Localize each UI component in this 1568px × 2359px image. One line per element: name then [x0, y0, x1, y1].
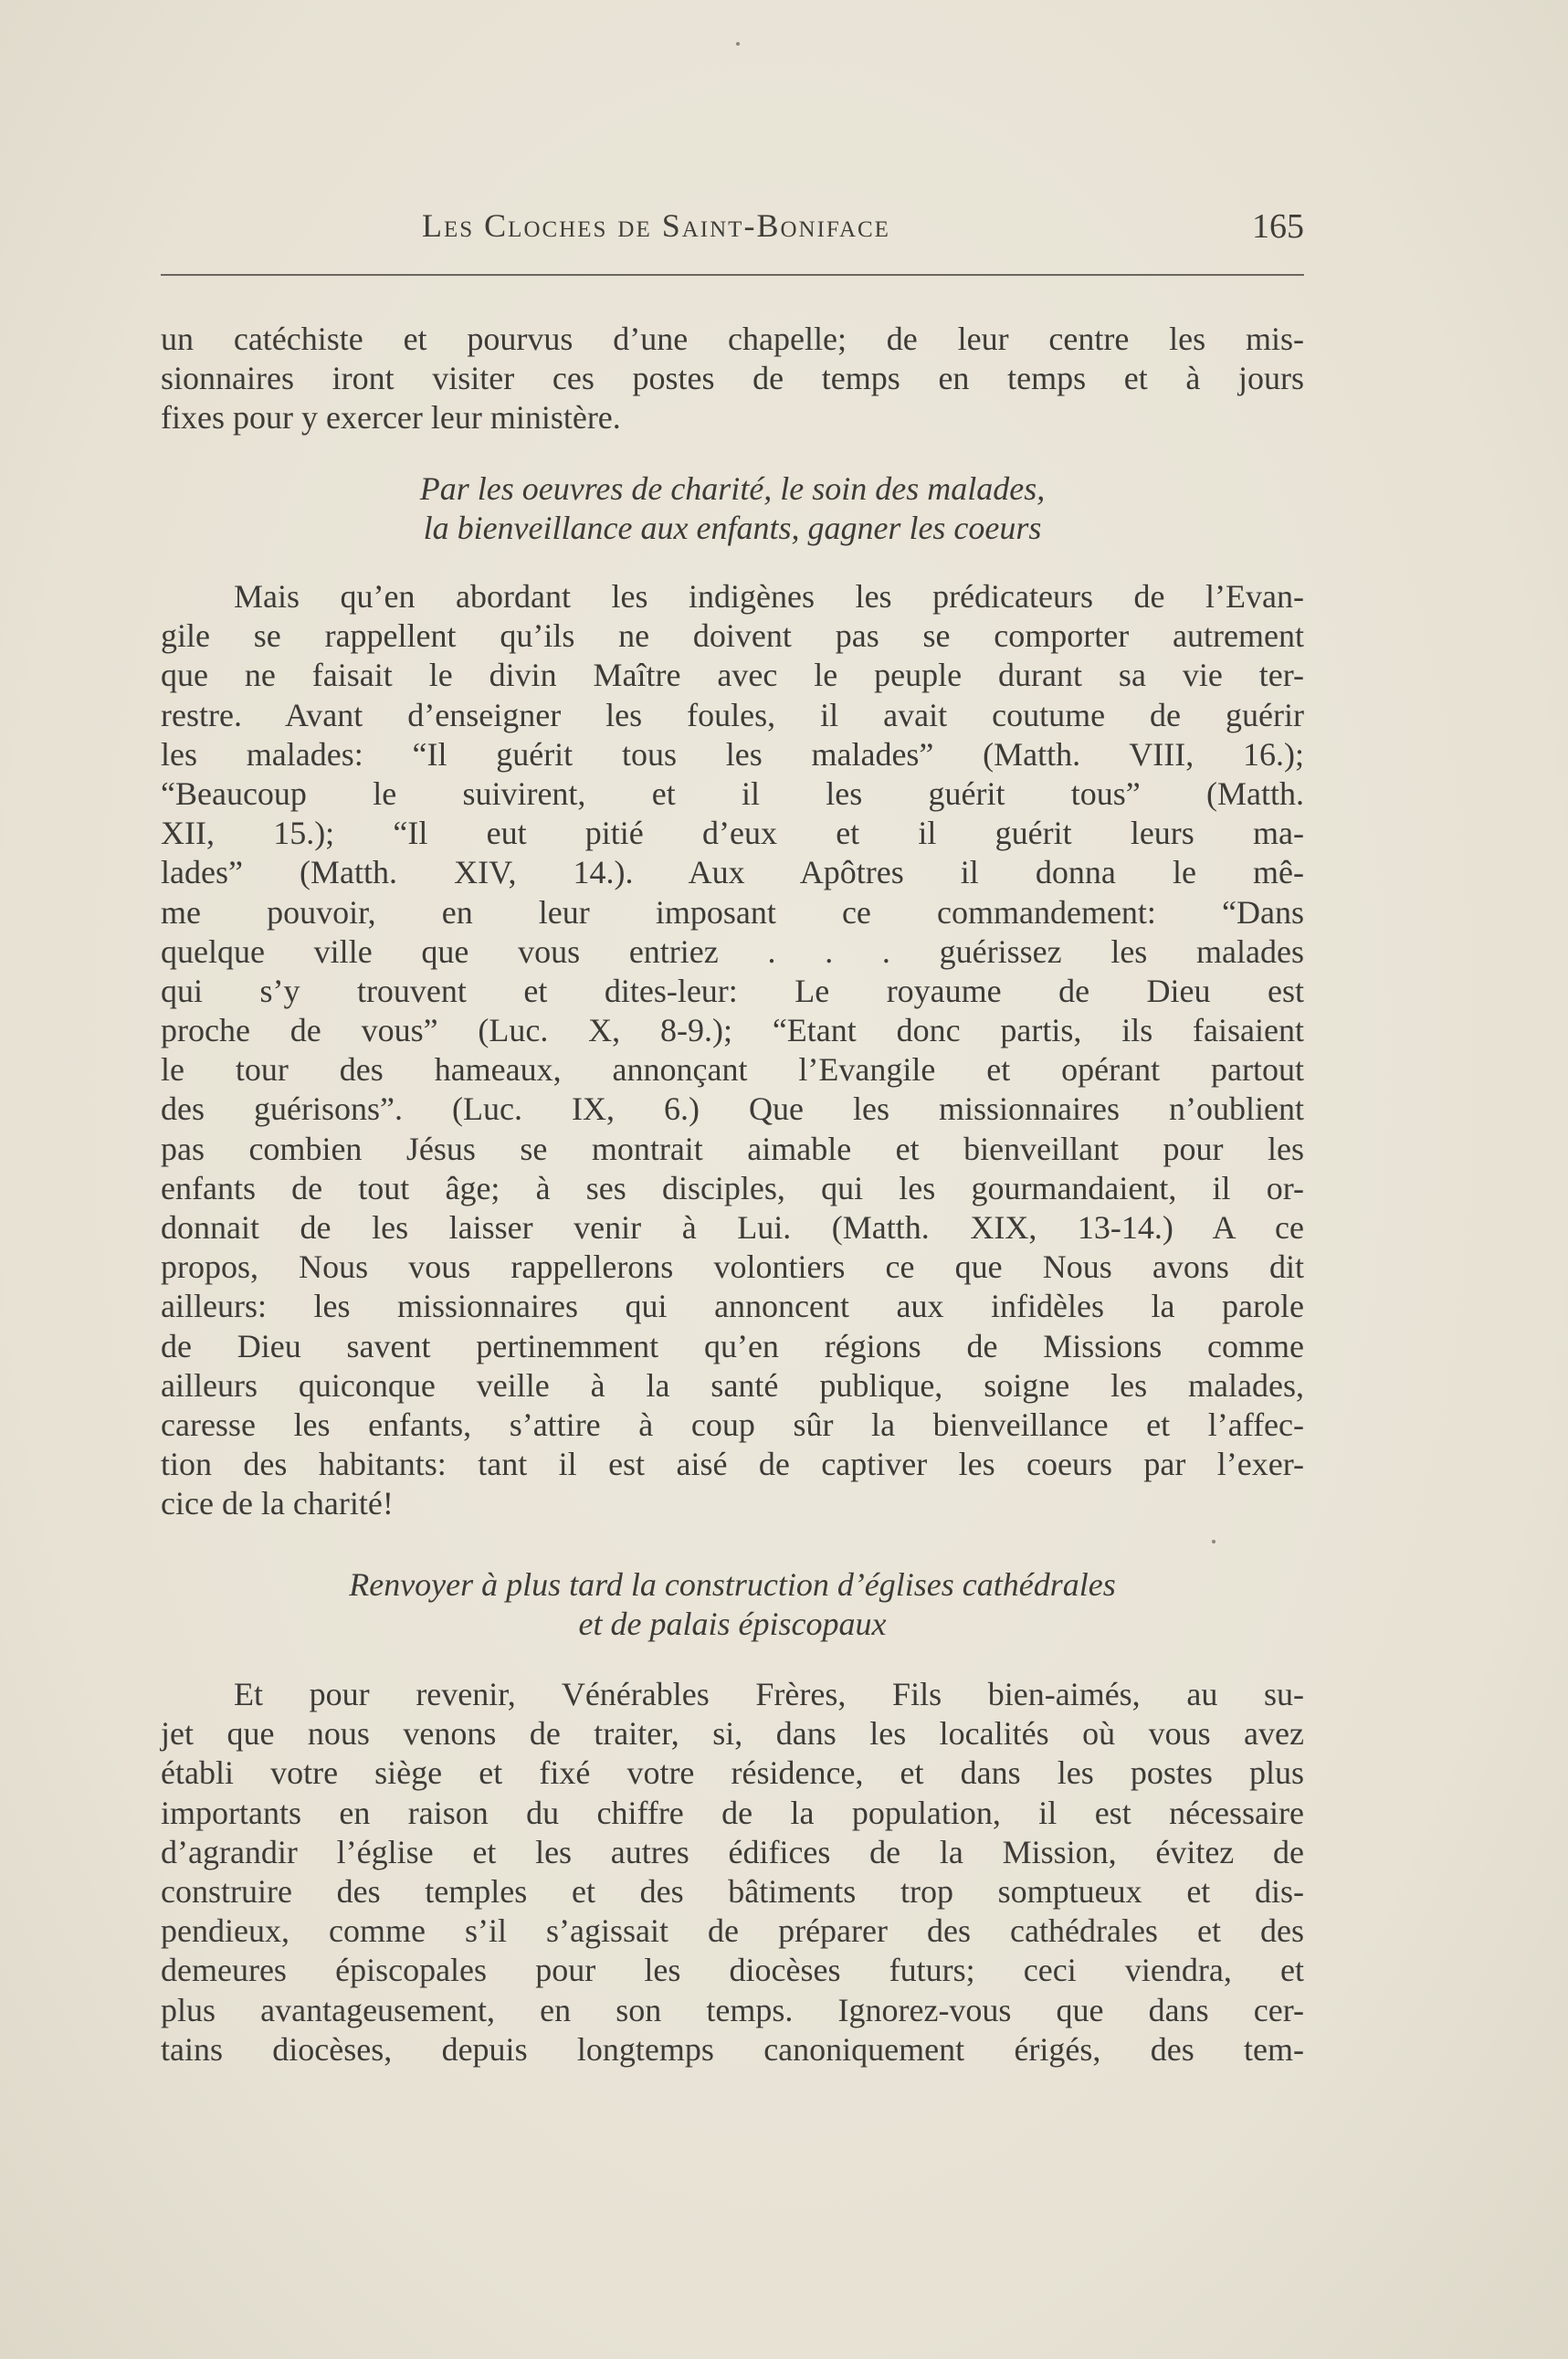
text-line: établi votre siège et fixé votre résidence, et dans les postes plus — [161, 1754, 1304, 1792]
text-line: ailleurs: les missionnaires qui annoncent aux infidèles la parole — [161, 1288, 1304, 1325]
text-line: cice de la charité! — [161, 1485, 394, 1522]
text-line: enfants de tout âge; à ses disciples, qui les gourmandaient, il or- — [161, 1169, 1304, 1206]
text-line: restre. Avant d’enseigner les foules, il avait coutume de guérir — [161, 696, 1304, 733]
speck-mark — [1212, 1540, 1215, 1543]
page-number: 165 — [1252, 207, 1304, 246]
text-line: pendieux, comme s’il s’agissait de préparer des cathédrales et des — [161, 1912, 1304, 1950]
paragraph-1 — [161, 320, 1304, 438]
page-header — [161, 206, 1304, 252]
heading-line: Par les oeuvres de charité, le soin des malades, — [419, 470, 1046, 507]
text-line: de Dieu savent pertinemment qu’en régions de Missions comme — [161, 1327, 1304, 1364]
text-line: jet que nous venons de traiter, si, dans les localités où vous avez — [161, 1715, 1304, 1753]
text-line: construire des temples et des bâtiments trop somptueux et dis- — [161, 1872, 1304, 1910]
text-line: me pouvoir, en leur imposant ce commandement: “Dans — [161, 893, 1304, 931]
text-line: demeures épiscopales pour les diocèses futurs; ceci viendra, et — [161, 1952, 1304, 1989]
text-line: XII, 15.); “Il eut pitié d’eux et il guérit leurs ma- — [161, 815, 1304, 852]
text-line: que ne faisait le divin Maître avec le peuple durant sa vie ter- — [161, 657, 1304, 694]
heading-line: Renvoyer à plus tard la construction d’églises cathédrales — [349, 1566, 1116, 1603]
text-line: le tour des hameaux, annonçant l’Evangile et opérant partout — [161, 1051, 1304, 1089]
text-line: Et pour revenir, Vénérables Frères, Fils bien-aimés, au su- — [234, 1676, 1304, 1712]
text-line: donnait de les laisser venir à Lui. (Matth. XIX, 13-14.) A ce — [161, 1209, 1304, 1246]
section-heading-1 — [161, 469, 1304, 548]
text-line: des guérisons”. (Luc. IX, 6.) Que les missionnaires n’oublient — [161, 1090, 1304, 1128]
text-line: lades” (Matth. XIV, 14.). Aux Apôtres il donna le mê- — [161, 854, 1304, 891]
paragraph-2 — [161, 577, 1304, 1524]
heading-line: la bienveillance aux enfants, gagner les coeurs — [423, 510, 1042, 546]
text-line: les malades: “Il guérit tous les malades” (Matth. VIII, 16.); — [161, 735, 1304, 773]
section-heading-2 — [161, 1565, 1304, 1644]
text-line: plus avantageusement, en son temps. Ignorez-vous que dans cer- — [161, 1991, 1304, 2028]
text-line: “Beaucoup le suivirent, et il les guérit tous” (Matth. — [161, 774, 1304, 812]
text-line: pas combien Jésus se montrait aimable et bienveillant pour les — [161, 1130, 1304, 1167]
text-line: qui s’y trouvent et dites-leur: Le royaume de Dieu est — [161, 972, 1304, 1009]
text-line: un catéchiste et pourvus d’une chapelle; de leur centre les mis- — [161, 321, 1304, 357]
text-line: caresse les enfants, s’attire à coup sûr la bienveillance et l’affec- — [161, 1406, 1304, 1443]
text-line: d’agrandir l’église et les autres édifices de la Mission, évitez de — [161, 1833, 1304, 1870]
text-line: propos, Nous vous rappellerons volontiers ce que Nous avons dit — [161, 1248, 1304, 1286]
header-rule — [161, 274, 1304, 276]
speck-mark — [736, 42, 740, 46]
text-line: proche de vous” (Luc. X, 8-9.); “Etant donc partis, ils faisaient — [161, 1012, 1304, 1049]
text-line: Mais qu’en abordant les indigènes les prédicateurs de l’Evan- — [234, 578, 1304, 615]
running-title: Les Cloches de Saint-Boniface — [422, 207, 890, 244]
heading-line: et de palais épiscopaux — [578, 1606, 887, 1642]
text-line: ailleurs quiconque veille à la santé publique, soigne les malades, — [161, 1366, 1304, 1404]
text-line: sionnaires iront visiter ces postes de temps en temps et à jours — [161, 360, 1304, 397]
text-line: tains diocèses, depuis longtemps canoniquement érigés, des tem- — [161, 2030, 1304, 2068]
paragraph-3 — [161, 1675, 1304, 2069]
text-line: importants en raison du chiffre de la population, il est nécessaire — [161, 1794, 1304, 1831]
text-line: gile se rappellent qu’ils ne doivent pas se comporter autrement — [161, 617, 1304, 655]
text-line: tion des habitants: tant il est aisé de captiver les coeurs par l’exer- — [161, 1446, 1304, 1483]
text-line: quelque ville que vous entriez . . . guérissez les malades — [161, 932, 1304, 970]
text-line: fixes pour y exercer leur ministère. — [161, 399, 621, 437]
